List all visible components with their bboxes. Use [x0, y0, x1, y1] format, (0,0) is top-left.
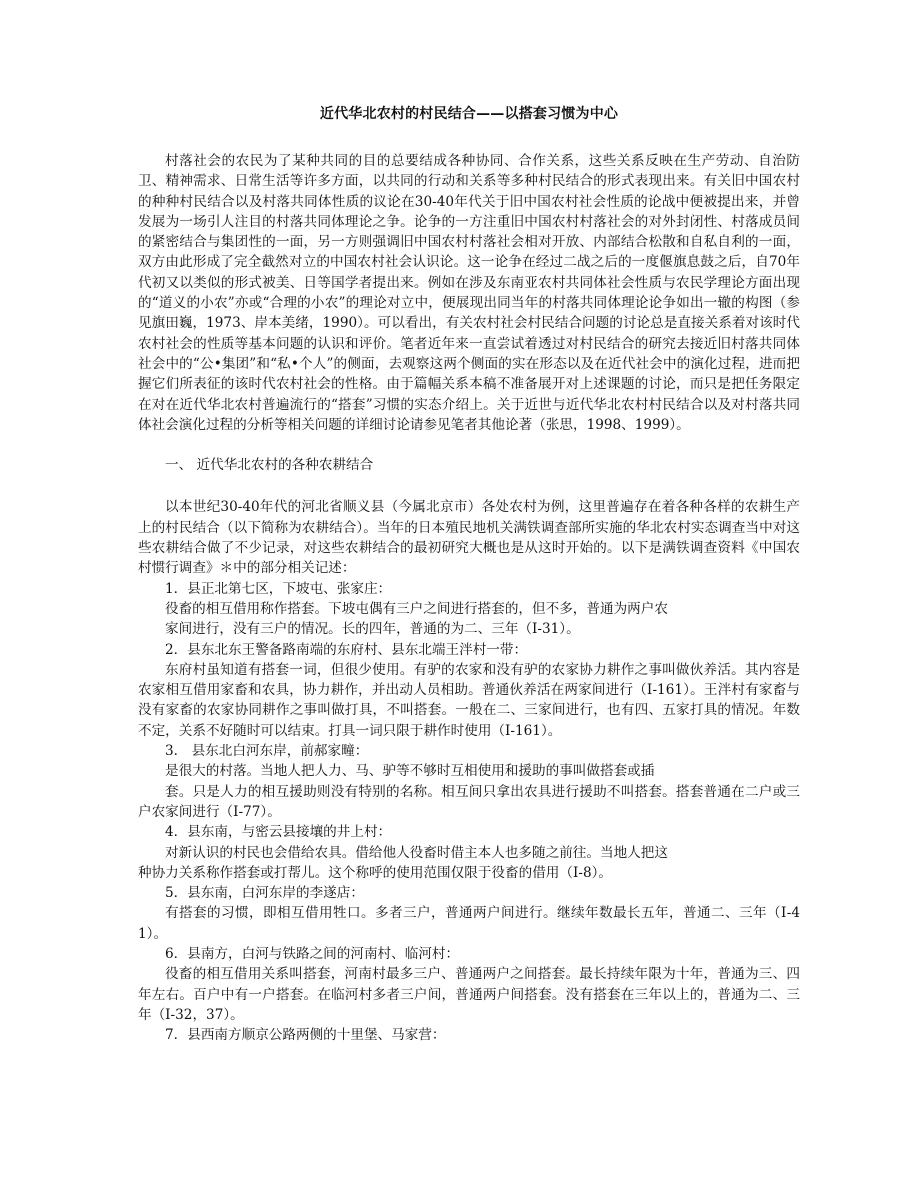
- survey-item-heading: 1．县正北第七区，下坡屯、张家庄：: [165, 580, 392, 597]
- survey-item-text: 种协力关系称作搭套或打帮儿。这个称呼的使用范围仅限于役畜的借用（Ⅰ-8）。: [138, 864, 612, 881]
- survey-item-heading: 7．县西南方顺京公路两侧的十里堡、马家营：: [165, 1027, 446, 1044]
- survey-item-text: 家间进行，没有三户的情况。长的四年，普通的为二、三年（Ⅰ-31）。: [165, 621, 580, 638]
- survey-item-7: [138, 1025, 800, 1045]
- survey-item-2: [138, 640, 800, 741]
- document-page: [138, 104, 800, 1045]
- survey-item-text: 有搭套的习惯，即相互借用牲口。多者三户，普通两户间进行。继续年数最长五年，普通二、三年（Ⅰ-41）。: [138, 905, 800, 942]
- survey-item-heading: 3． 县东北白河东岸，前郝家疃：: [165, 743, 369, 760]
- section-intro-paragraph: 以本世纪30-40年代的河北省顺义县（今属北京市）各处农村为例，这里普遍存在着各种各样的农耕生产上的村民结合（以下简称为农耕结合）。当年的日本殖民地机关满铁调查部所实施的华北农村实态调查当中对这些农耕结合做了不少记录，对这些农耕结合的最初研究大概也是从这时开始的。以下是满铁调查资料《中国农村惯行调查》＊中的部分相关记述：: [138, 499, 800, 577]
- section-heading: 一、 近代华北农村的各种农耕结合: [165, 457, 374, 474]
- document-title: 近代华北农村的村民结合——以搭套习惯为中心: [319, 106, 619, 122]
- survey-item-heading: 5．县东南，白河东岸的李遂店：: [165, 885, 364, 902]
- survey-item-4: [138, 822, 800, 883]
- survey-item-5: [138, 883, 800, 944]
- survey-item-text: 对新认识的村民也会借给农具。借给他人役畜时借主本人也多随之前往。当地人把这: [165, 844, 668, 861]
- survey-item-3: [138, 741, 800, 822]
- survey-item-text: 役畜的相互借用称作搭套。下坡屯偶有三户之间进行搭套的，但不多，普通为两户农: [165, 600, 668, 617]
- intro-paragraph: 村落社会的农民为了某种共同的目的总要结成各种协同、合作关系，这些关系反映在生产劳动、自治防卫、精神需求、日常生活等许多方面，以共同的行动和关系等多种村民结合的形式表现出来。有关旧中国农村的种种村民结合以及村落共同体性质的议论在30-40年代关于旧中国农村社会性质的论战中便被提出来，并曾发展为一场引人注目的村落共同体理论之争。论争的一方注重旧中国农村村落社会的对外封闭性、村落成员间的紧密结合与集团性的一面，另一方则强调旧中国农村村落社会相对开放、内部结合松散和自私自利的一面，双方由此形成了完全截然对立的中国农村社会认识论。这一论争在经过二战之后的一度偃旗息鼓之后，自70年代初又以类似的形式被美、日等国学者提出来。例如在涉及东南亚农村共同体社会性质与农民学理论方面出现的“道义的小农”亦或“合理的小农”的理论对立中，便展现出同当年的村落共同体理论论争如出一辙的构图（参见旗田巍，1973、岸本美绪，1990）。可以看出，有关农村社会村民结合问题的讨论总是直接关系着对该时代农村社会的性质等基本问题的认识和评价。笔者近年来一直尝试着透过对村民结合的研究去接近旧村落共同体社会中的“公•集团”和“私•个人”的侧面，去观察这两个侧面的实在形态以及在近代社会中的演化过程，进而把握它们所表征的该时代农村社会的性格。由于篇幅关系本稿不准备展开对上述课题的讨论，而只是把任务限定在对在近代华北农村普遍流行的“搭套”习惯的实态介绍上。关于近世与近代华北农村村民结合以及对村落共同体社会演化过程的分析等相关问题的详细讨论请参见笔者其他论著（张思，1998、1999）。: [138, 153, 800, 433]
- survey-item-text: 东府村虽知道有搭套一词，但很少使用。有驴的农家和没有驴的农家协力耕作之事叫做伙养活。其内容是农家相互借用家畜和农具，协力耕作，并出动人员相助。普通伙养活在两家间进行（Ⅰ-161）。王泮村有家畜与没有家畜的农家协同耕作之事叫做打具，不叫搭套。一般在二、三家间进行，也有四、五家打具的情况。年数不定，关系不好随时可以结束。打具一词只限于耕作时使用（Ⅰ-161）。: [138, 661, 800, 739]
- survey-item-heading: 4．县东南，与密云县接壤的井上村：: [165, 824, 392, 841]
- survey-item-text: 套。只是人力的相互援助则没有特别的名称。相互间只拿出农具进行援助不叫搭套。搭套普通在二户或三户农家间进行（Ⅰ-77）。: [138, 783, 800, 820]
- survey-item-text: 是很大的村落。当地人把人力、马、驴等不够时互相使用和援助的事叫做搭套或插: [165, 763, 655, 780]
- survey-item-text: 役畜的相互借用关系叫搭套，河南村最多三户、普通两户之间搭套。最长持续年限为十年，普通为三、四年左右。百户中有一户搭套。在临河村多者三户间，普通两户间搭套。没有搭套在三年以上的，普通为二、三年（Ⅰ-32，37）。: [138, 966, 800, 1023]
- survey-item-1: [138, 579, 800, 640]
- survey-item-heading: 6．县南方，白河与铁路之间的河南村、临河村：: [165, 945, 460, 962]
- survey-item-6: [138, 944, 800, 1025]
- survey-item-heading: 2．县东北东王警备路南端的东府村、县东北端王泮村一带：: [165, 641, 528, 658]
